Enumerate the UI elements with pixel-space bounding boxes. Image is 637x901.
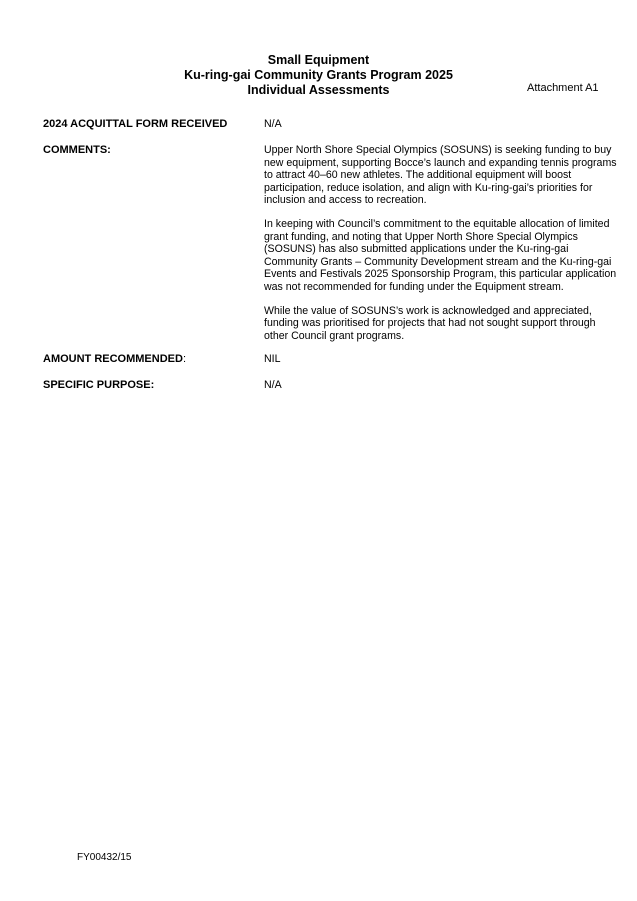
- amount-label: [43, 353, 186, 366]
- comments-paragraph-1: Upper North Shore Special Olympics (SOSUNS) is seeking funding to buy new equipment, supporting Bocce’s launch and expanding tennis programs to attract 40–60 new athletes. The additional equipment will boost participation, reduce isolation, and align with Ku-ring-gai’s priorities for inclusion and access to recreation.: [264, 144, 617, 207]
- footer-reference: FY00432/15: [77, 852, 132, 863]
- amount-label-text: AMOUNT RECOMMENDED: [43, 353, 183, 365]
- purpose-value: N/A: [264, 379, 282, 391]
- header-subtitle: Individual Assessments: [247, 83, 390, 97]
- comments-label: COMMENTS:: [43, 144, 111, 156]
- comments-paragraph-3: While the value of SOSUNS’s work is acknowledged and appreciated, funding was prioritised for projects that had not sought support through other Council grant programs.: [264, 304, 596, 342]
- acquittal-value: N/A: [264, 118, 282, 130]
- attachment-label: Attachment A1: [527, 82, 599, 94]
- amount-label-suffix: :: [182, 353, 187, 365]
- purpose-label: SPECIFIC PURPOSE:: [43, 379, 155, 391]
- header-title: Small Equipment: [267, 53, 370, 67]
- comments-paragraph-2: In keeping with Council’s commitment to the equitable allocation of limited grant funding, and noting that Upper North Shore Special Olympics (SOSUNS) has also submitted applications under the Ku-ring-gai Community Grants – Community Development stream and the Ku-ring-gai Events and Festivals 2025 Sponsorship Program, this particular application was not recommended for funding under the Equipment stream.: [264, 217, 617, 293]
- acquittal-label: 2024 ACQUITTAL FORM RECEIVED: [43, 118, 228, 130]
- header-program: Ku-ring-gai Community Grants Program 2025: [184, 68, 453, 82]
- amount-value: NIL: [264, 353, 281, 365]
- comments-value: [264, 144, 620, 342]
